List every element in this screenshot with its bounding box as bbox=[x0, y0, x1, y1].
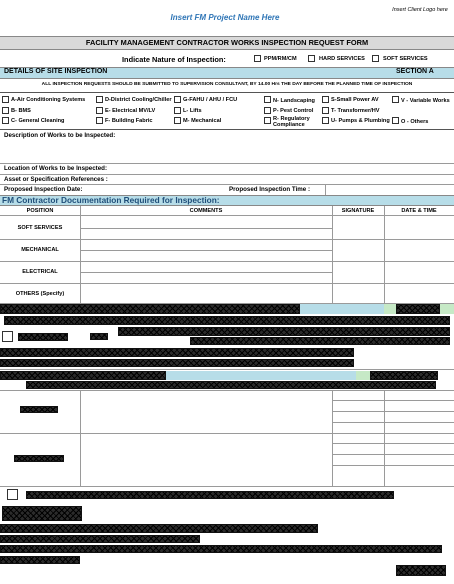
redacted-bottom-6 bbox=[0, 556, 80, 564]
type-t-label: T- Transformer/HV bbox=[331, 108, 380, 114]
redacted-band-5-green bbox=[356, 371, 370, 380]
type-d-label: D-District Cooling/Chiller bbox=[105, 97, 172, 103]
type-o-label: O - Others bbox=[401, 119, 429, 125]
hard-services-label: HARD SERVICES bbox=[319, 56, 365, 62]
col-position: POSITION bbox=[26, 208, 54, 214]
redacted-label-2 bbox=[90, 333, 108, 340]
redacted-band-1 bbox=[0, 304, 300, 314]
redacted-position-1 bbox=[20, 406, 58, 413]
type-c-label: C- General Cleaning bbox=[11, 118, 65, 124]
form-title: FACILITY MANAGEMENT CONTRACTOR WORKS INSPECTION REQUEST FORM bbox=[85, 38, 369, 47]
redacted-band-1-tail bbox=[396, 304, 440, 314]
type-p-checkbox[interactable] bbox=[264, 107, 271, 114]
redacted-label-1 bbox=[18, 333, 68, 341]
redacted-checkbox-1[interactable] bbox=[2, 331, 13, 342]
redacted-bottom-7 bbox=[396, 565, 446, 576]
type-v-checkbox[interactable] bbox=[392, 96, 399, 103]
ppm-label: PPM/RM/CM bbox=[264, 56, 297, 62]
type-l-label: L- Lifts bbox=[183, 108, 202, 114]
type-s-label: S-Small Power AV bbox=[331, 97, 379, 103]
type-s-checkbox[interactable] bbox=[322, 96, 329, 103]
redacted-label-3 bbox=[118, 327, 450, 336]
soft-services-checkbox[interactable] bbox=[372, 55, 379, 62]
type-p-label: P- Pest Control bbox=[273, 108, 314, 114]
redacted-row-2 bbox=[4, 316, 450, 325]
description-field[interactable] bbox=[0, 142, 454, 162]
date-label: Proposed Inspection Date: bbox=[4, 186, 83, 193]
redacted-band-1-green bbox=[384, 304, 396, 314]
type-f-checkbox[interactable] bbox=[96, 117, 103, 124]
docs-title: FM Contractor Documentation Required for Inspection: bbox=[2, 195, 220, 205]
redacted-row-6 bbox=[26, 381, 436, 389]
type-b-checkbox[interactable] bbox=[2, 107, 9, 114]
type-m-checkbox[interactable] bbox=[174, 117, 181, 124]
row-others: OTHERS (Specify) bbox=[15, 291, 65, 297]
type-c-checkbox[interactable] bbox=[2, 117, 9, 124]
type-b-label: B- BMS bbox=[11, 108, 31, 114]
redacted-bottom-5 bbox=[0, 545, 442, 553]
client-logo-placeholder: Insert Client Logo here bbox=[392, 7, 448, 13]
redacted-band-5-tail bbox=[370, 371, 438, 380]
type-g-checkbox[interactable] bbox=[174, 96, 181, 103]
type-e-checkbox[interactable] bbox=[96, 107, 103, 114]
type-o-checkbox[interactable] bbox=[392, 117, 399, 124]
type-u-label: U- Pumps & Plumbing bbox=[331, 118, 390, 124]
redacted-band-1-blue bbox=[300, 304, 384, 314]
type-n-checkbox[interactable] bbox=[264, 96, 271, 103]
row-electrical: ELECTRICAL bbox=[22, 269, 58, 275]
redacted-label-4 bbox=[190, 337, 450, 345]
row-soft-services: SOFT SERVICES bbox=[17, 225, 63, 231]
soft-services-label: SOFT SERVICES bbox=[383, 56, 428, 62]
type-e-label: E- Electrical MV/LV bbox=[105, 108, 156, 114]
type-v-label: V - Variable Works bbox=[401, 98, 450, 104]
nature-label: Indicate Nature of Inspection: bbox=[122, 55, 226, 64]
type-m-label: M- Mechanical bbox=[183, 118, 222, 124]
asset-label: Asset or Specification References : bbox=[4, 176, 108, 183]
redacted-bottom-2 bbox=[2, 506, 82, 521]
type-a-label: A-Air Conditioning Systems bbox=[11, 97, 86, 103]
row-mechanical: MECHANICAL bbox=[21, 247, 59, 253]
redacted-bottom-3 bbox=[0, 524, 318, 533]
redacted-band-1-green2 bbox=[440, 304, 454, 314]
type-d-checkbox[interactable] bbox=[96, 96, 103, 103]
location-label: Location of Works to be Inspected: bbox=[4, 165, 108, 172]
type-a-checkbox[interactable] bbox=[2, 96, 9, 103]
type-f-label: F- Building Fabric bbox=[105, 118, 153, 124]
type-g-label: G-FAHU / AHU / FCU bbox=[183, 97, 238, 103]
redacted-position-2 bbox=[14, 455, 64, 462]
redacted-band-5 bbox=[0, 371, 166, 380]
col-signature: SIGNATURE bbox=[341, 208, 375, 214]
redacted-row-4 bbox=[0, 359, 354, 367]
type-r-label: R- Regulatory Compliance bbox=[273, 116, 310, 128]
hard-services-checkbox[interactable] bbox=[308, 55, 315, 62]
description-label: Description of Works to be Inspected: bbox=[4, 132, 116, 139]
redacted-row-3 bbox=[0, 348, 354, 357]
type-n-label: N- Landscaping bbox=[273, 98, 315, 104]
section-a-label: SECTION A bbox=[396, 68, 434, 75]
redacted-checkbox-2[interactable] bbox=[7, 489, 18, 500]
redacted-bottom-1 bbox=[26, 491, 394, 499]
time-label: Proposed Inspection Time : bbox=[229, 186, 311, 193]
site-details-title: DETAILS OF SITE INSPECTION bbox=[4, 68, 108, 75]
redacted-band-5-blue bbox=[166, 371, 356, 380]
submission-notice: ALL INSPECTION REQUESTS SHOULD BE SUBMITTED TO SUPERVISION CONSULTANT, BY 14.00 Hrs THE DAY BEFORE THE PLANNED TIME OF INSPECTION bbox=[41, 82, 413, 87]
type-l-checkbox[interactable] bbox=[174, 107, 181, 114]
type-u-checkbox[interactable] bbox=[322, 117, 329, 124]
project-name: Insert FM Project Name Here bbox=[170, 13, 280, 22]
col-comments: COMMENTS bbox=[189, 208, 223, 214]
type-t-checkbox[interactable] bbox=[322, 107, 329, 114]
type-r-checkbox[interactable] bbox=[264, 117, 271, 124]
ppm-checkbox[interactable] bbox=[254, 55, 261, 62]
col-date-time: DATE & TIME bbox=[401, 208, 437, 214]
redacted-bottom-4 bbox=[0, 535, 200, 543]
